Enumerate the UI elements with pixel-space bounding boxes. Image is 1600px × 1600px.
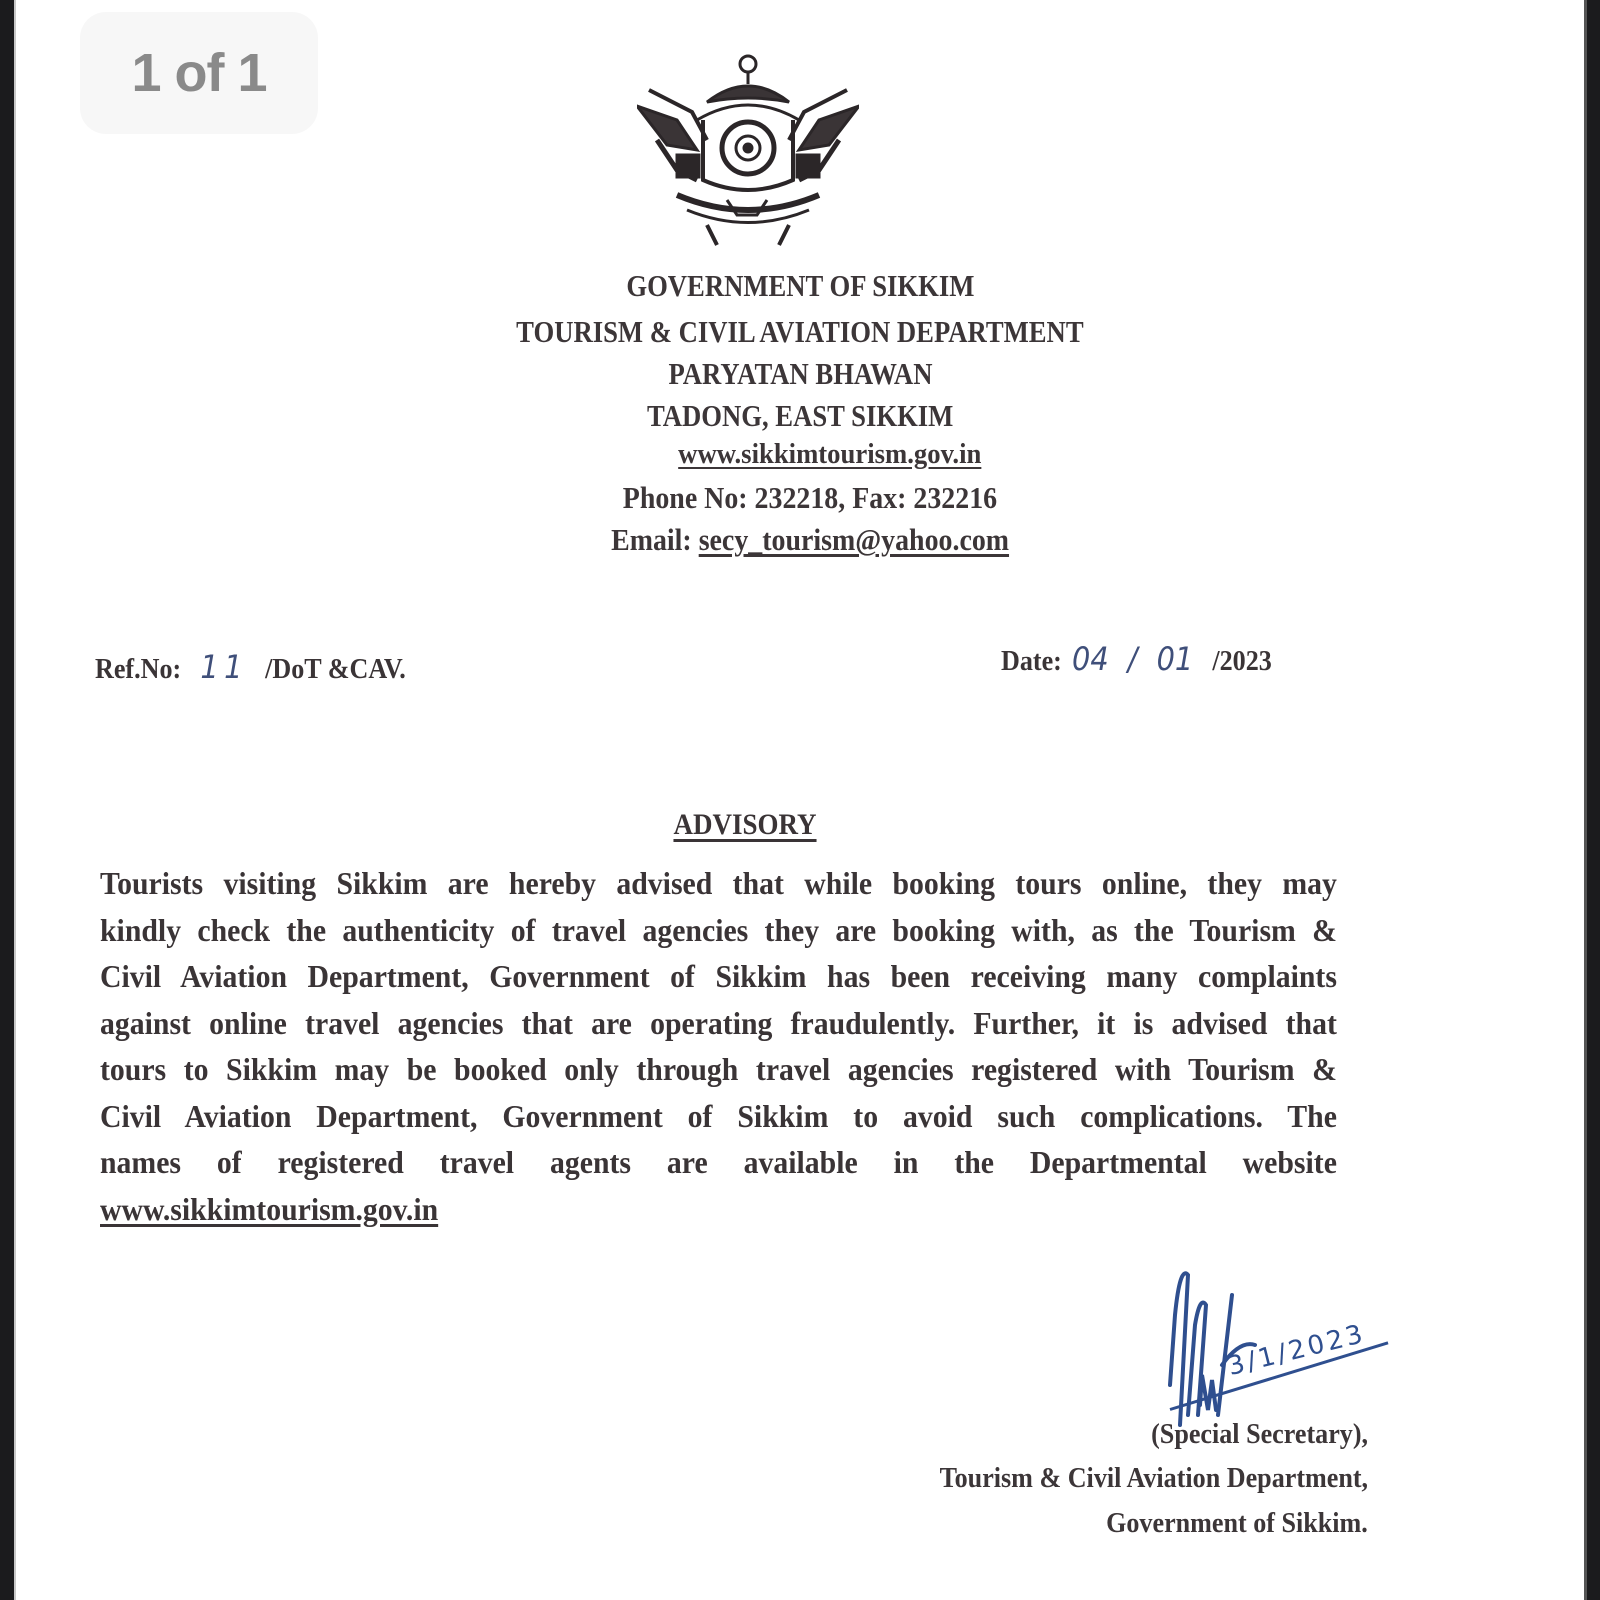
date-separator: / (1127, 640, 1138, 678)
letterhead-website-link[interactable]: www.sikkimtourism.gov.in (678, 438, 982, 470)
letterhead-email-label: Email: (611, 522, 692, 557)
letterhead-email-link[interactable]: secy_tourism@yahoo.com (698, 522, 1009, 557)
page-indicator-text: 1 of 1 (131, 43, 267, 103)
letterhead-phone-fax: Phone No: 232218, Fax: 232216 (622, 480, 998, 515)
advisory-website-link[interactable]: www.sikkimtourism.gov.in (100, 1190, 439, 1227)
page-indicator (80, 12, 318, 134)
date-label: Date: (1001, 645, 1062, 677)
advisory-line: Civil Aviation Department, Government of Sikkim has been receiving many complaints (100, 958, 1337, 994)
advisory-title: ADVISORY (673, 808, 817, 841)
advisory-line: names of registered travel agents are available in the Departmental website (100, 1144, 1337, 1180)
document-date (1001, 640, 1272, 678)
letterhead-department: TOURISM & CIVIL AVIATION DEPARTMENT (516, 314, 1084, 349)
viewer-frame-right (1587, 0, 1600, 1600)
reference-suffix: /DoT &CAV. (265, 653, 406, 685)
reference-number (95, 648, 406, 686)
date-year: /2023 (1212, 645, 1272, 677)
signatory-title: (Special Secretary), (1151, 1418, 1368, 1450)
reference-label: Ref.No: (95, 653, 182, 685)
viewer-frame-left (0, 0, 14, 1600)
letterhead-building: PARYATAN BHAWAN (668, 356, 932, 391)
reference-handwritten-number: 11 (200, 648, 248, 686)
advisory-line: kindly check the authenticity of travel agencies they are booking with, as the Tourism & (100, 911, 1337, 948)
signature-date: 3/1/2023 (1224, 1318, 1369, 1382)
viewer-frame-left-divider (14, 0, 16, 1600)
viewer-frame-right-divider (1584, 0, 1587, 1600)
advisory-line: Tourists visiting Sikkim are hereby advised that while booking tours online, they may (100, 865, 1337, 901)
signatory-government: Government of Sikkim. (1106, 1507, 1368, 1539)
signatory-department: Tourism & Civil Aviation Department, (939, 1462, 1368, 1494)
letterhead-location: TADONG, EAST SIKKIM (646, 398, 954, 433)
date-month: 01 (1156, 640, 1194, 678)
advisory-line: tours to Sikkim may be booked only through travel agencies registered with Tourism & (100, 1051, 1337, 1087)
advisory-line: Civil Aviation Department, Government of Sikkim to avoid such complications. The (100, 1097, 1337, 1134)
date-day: 04 (1072, 640, 1109, 678)
advisory-body (100, 860, 1337, 1232)
letterhead-government: GOVERNMENT OF SIKKIM (625, 268, 975, 303)
state-emblem-icon (637, 50, 859, 250)
advisory-line: against online travel agencies that are operating fraudulently. Further, it is advised that (100, 1004, 1337, 1041)
